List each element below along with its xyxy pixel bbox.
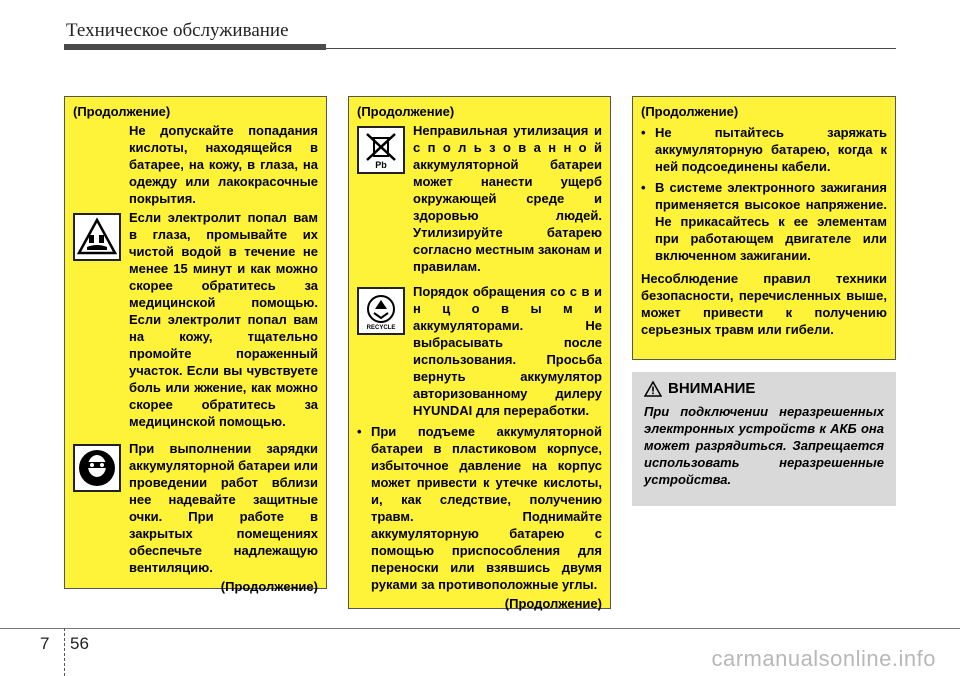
bullet-mark: • xyxy=(357,424,362,439)
caution-panel-2 xyxy=(348,96,611,609)
disposal-block xyxy=(357,122,602,275)
ignition-text: В системе электронного зажигания применяется высокое напряжение. Не прикасайтесь к ее элементам при работающем двигателе или включенном зажигании. xyxy=(655,180,887,263)
bullet-mark: • xyxy=(641,180,646,195)
footer-rule xyxy=(0,628,960,629)
safety-summary-text: Несоблюдение правил техники безопасности, перечисленных выше, может привести к получению серьезных травм или гибели. xyxy=(641,271,887,337)
charging-text: Не пытайтесь заряжать аккумуляторную батарею, когда к ней подсоединены кабели. xyxy=(655,125,887,174)
warning-header xyxy=(644,380,884,397)
continued-label: (Продолжение) xyxy=(73,104,171,119)
continued-label: (Продолжение) xyxy=(641,104,739,119)
corrosive-hazard-icon xyxy=(73,213,121,261)
eye-protection-text: При выполнении зарядки аккумуляторной батареи или проведении работ вблизи нее надевайте защитные очки. При работе в закрытых помещениях обеспечьте надлежащую вентиляцию. xyxy=(129,441,318,575)
charging-bullet xyxy=(641,124,887,175)
acid-contact-block xyxy=(73,122,318,207)
ignition-bullet xyxy=(641,179,887,264)
warning-box xyxy=(632,372,896,506)
disposal-text: Неправильная утилизация и с п о л ь з о в а н н о й аккумуляторной батареи может нанести ущерб окружающей среде и здоровью людей. Утилизируйте батарею согласно местным законам и правилам. xyxy=(413,123,602,274)
warning-text: При подключении неразрешенных электронных устройств к АКБ она может разрядиться. Запрещается использовать неразрешенные устройства. xyxy=(644,404,884,487)
watermark: carmanualsonline.info xyxy=(711,646,936,671)
electrolyte-block xyxy=(73,209,318,430)
lifting-bullet xyxy=(357,423,602,593)
caution-panel-3 xyxy=(632,96,896,360)
recycle-icon xyxy=(357,287,405,335)
continued-end-label: (Продолжение) xyxy=(504,596,602,611)
page-header-title: Техническое обслуживание xyxy=(66,20,289,41)
pb-label: Pb xyxy=(375,160,387,170)
footer-divider xyxy=(64,628,66,676)
caution-panel-1 xyxy=(64,96,327,594)
header-rule xyxy=(326,48,896,49)
continued-label: (Продолжение) xyxy=(357,104,455,119)
continued-end-label: (Продолжение) xyxy=(220,579,318,594)
recycle-text: Порядок обращения со с в и н ц о в ы м и аккумуляторами. Не выбрасывать после использования. Просьба вернуть аккумулятор авторизованному дилеру HYUNDAI для переработки. xyxy=(413,284,602,418)
warning-title: ВНИМАНИЕ xyxy=(668,380,756,397)
electrolyte-text: Если электролит попал вам в глаза, промывайте их чистой водой в течение не менее 15 минут и как можно скорее обратитесь за медицинской помощью. Если электролит попал вам на кожу, тщательно промойте пораженный участок. Если вы чувствуете боль или жжение, как можно скорее обратитесь за медицинской помощью. xyxy=(129,210,318,429)
no-dispose-pb-icon xyxy=(357,126,405,174)
warning-triangle-icon xyxy=(644,381,662,397)
chapter-number: 7 xyxy=(40,634,50,653)
page-number: 56 xyxy=(70,634,89,653)
recycle-block xyxy=(357,283,602,419)
bullet-mark: • xyxy=(641,125,646,140)
header-bar xyxy=(64,44,326,50)
lifting-text: При подъеме аккумуляторной батареи в пластиковом корпусе, избыточное давление на корпус может привести к утечке кислоты, и, как следствие, получению травм. Поднимайте аккумуляторную батарею с помощью приспособления для переноски или взявшись двумя руками за противоположные углы. xyxy=(371,424,602,592)
eye-protection-icon xyxy=(73,444,121,492)
recycle-label: RECYCLE xyxy=(366,325,396,331)
eye-protection-block xyxy=(73,440,318,576)
acid-contact-text: Не допускайте попадания кислоты, находящейся в батарее, на кожу, в глаза, на одежду или лакокрасочные покрытия. xyxy=(129,123,318,206)
